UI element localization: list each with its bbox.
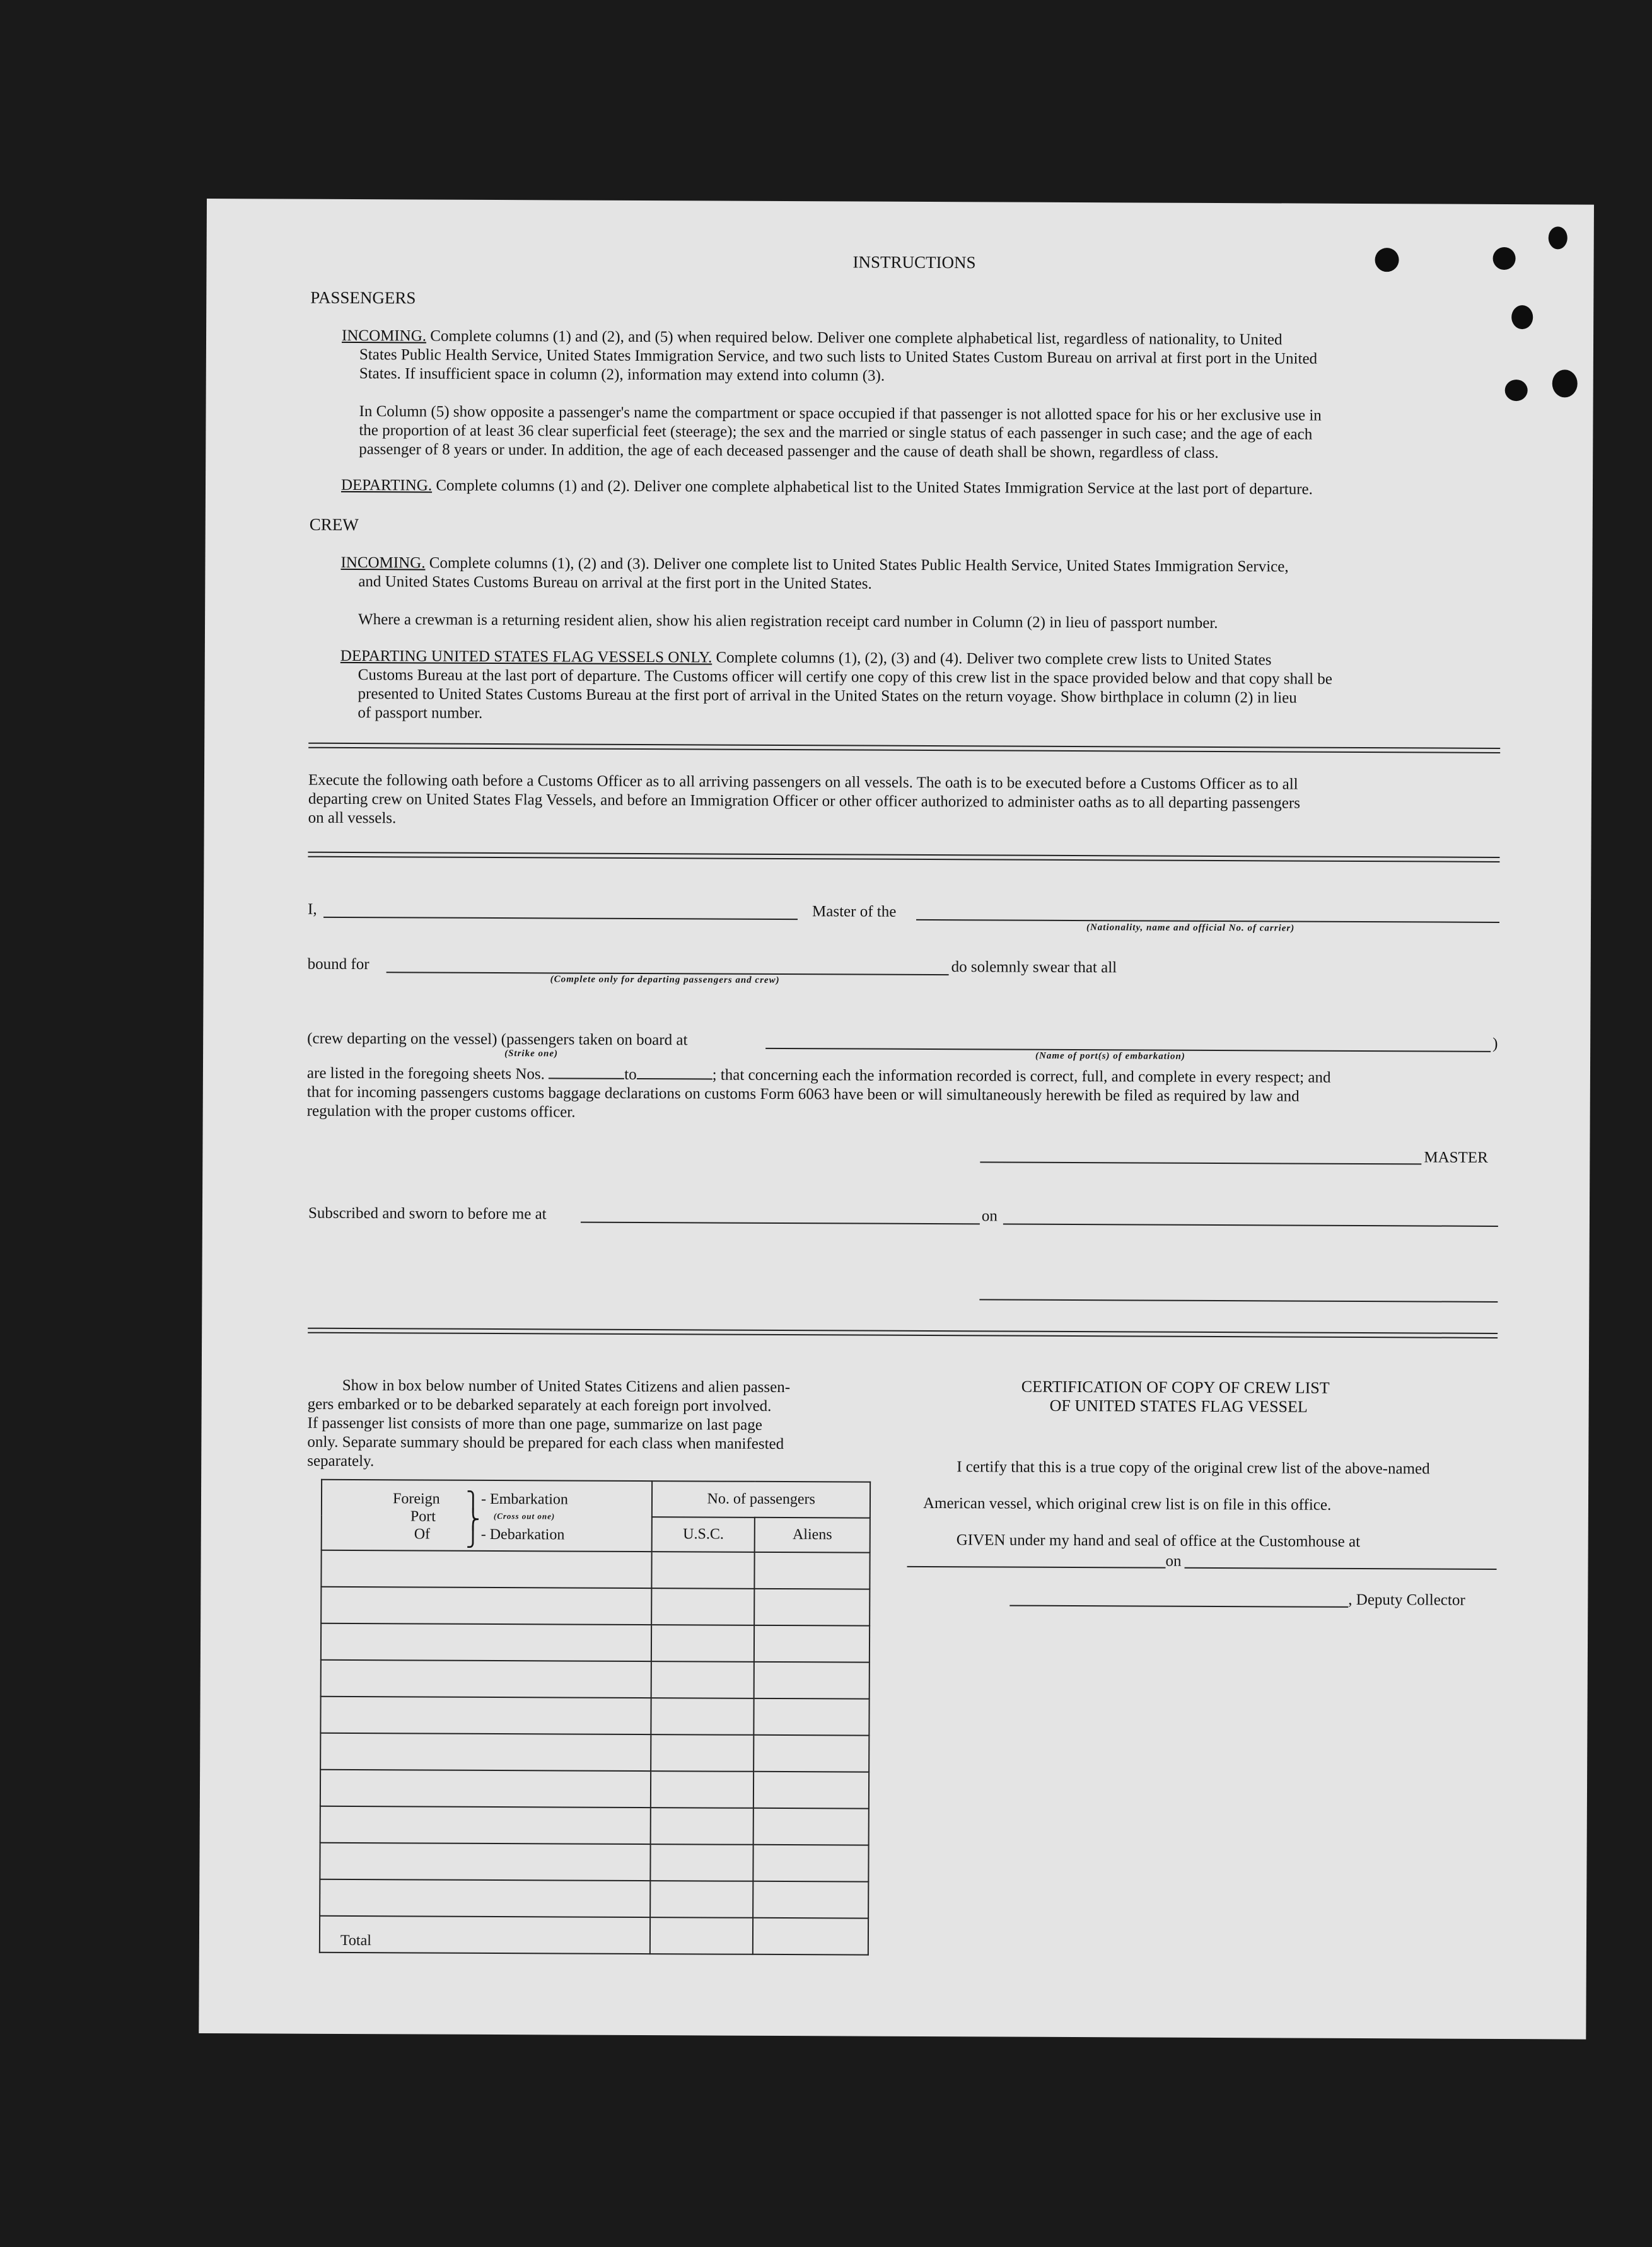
- column5-line-3: passenger of 8 years or under. In addition, the age of each deceased passenger and the cause of death shall be shown, regardless of class.: [359, 441, 1219, 462]
- summary-row: [321, 1587, 870, 1626]
- embarkation-label: - Embarkation: [480, 1490, 569, 1508]
- port-cell[interactable]: [320, 1770, 651, 1808]
- passengers-incoming-label: INCOMING.: [341, 327, 427, 345]
- close-paren: ): [1492, 1035, 1498, 1052]
- certification-text-2: American vessel, which original crew list is on file in this office.: [922, 1494, 1332, 1514]
- usc-cell[interactable]: [651, 1734, 754, 1772]
- master-signature-field[interactable]: [980, 1161, 1421, 1164]
- total-aliens-cell[interactable]: [753, 1918, 868, 1955]
- subscribed-date-field[interactable]: [1003, 1224, 1498, 1227]
- port-note: (Name of port(s) of embarkation): [1035, 1050, 1185, 1062]
- sheet-from-field[interactable]: [549, 1065, 624, 1079]
- summary-row: [321, 1660, 870, 1699]
- summary-row: [321, 1550, 870, 1589]
- crew-departing-text: Complete columns (1), (2), (3) and (4). Deliver two complete crew lists to United States: [716, 649, 1272, 669]
- port-cell[interactable]: [321, 1587, 652, 1625]
- no-passengers-header: No. of passengers: [652, 1481, 870, 1518]
- listed-line-3: regulation with the proper customs officer.: [306, 1102, 576, 1121]
- punch-hole: [1505, 380, 1528, 401]
- oath-intro-line-3: on all vessels.: [308, 809, 397, 827]
- aliens-cell[interactable]: [753, 1772, 869, 1809]
- port-header-cell: [322, 1480, 653, 1552]
- crew-incoming-line-2: and United States Customs Bureau on arrival at the first port in the United States.: [358, 573, 872, 593]
- master-name-field[interactable]: [323, 917, 798, 920]
- summary-row: [320, 1843, 868, 1882]
- summary-text-4: only. Separate summary should be prepared for each class when manifested: [307, 1433, 784, 1453]
- passengers-incoming-line-3: States. If insufficient space in column (2), information may extend into column (3).: [359, 365, 885, 385]
- divider: [308, 852, 1499, 862]
- aliens-header: Aliens: [755, 1518, 870, 1553]
- punch-hole: [1375, 248, 1399, 272]
- of-label: Of: [414, 1526, 431, 1543]
- port-cell[interactable]: [320, 1697, 651, 1734]
- usc-cell[interactable]: [651, 1625, 754, 1662]
- oath-intro-line-2: departing crew on United States Flag Vessels, and before an Immigration Officer or other officer authorized to administer oaths as to all departing passengers: [308, 790, 1301, 812]
- summary-text-2: gers embarked or to be debarked separately at each foreign port involved.: [307, 1395, 772, 1415]
- aliens-cell[interactable]: [754, 1698, 870, 1736]
- oath-intro-line-1: Execute the following oath before a Customs Officer as to all arriving passengers on all vessels. The oath is to be executed before a Customs Officer as to all: [308, 771, 1298, 793]
- foreign-label: Foreign: [392, 1490, 440, 1507]
- oath-i-label: I,: [308, 900, 317, 918]
- usc-cell[interactable]: [652, 1552, 755, 1589]
- punch-hole: [1552, 369, 1578, 397]
- total-row-label: [320, 1916, 651, 1954]
- summary-row: [320, 1806, 869, 1845]
- subscribed-label: Subscribed and sworn to before me at: [308, 1204, 547, 1223]
- port-label: Port: [410, 1508, 436, 1525]
- aliens-cell[interactable]: [753, 1845, 869, 1882]
- usc-cell[interactable]: [651, 1881, 753, 1918]
- passengers-departing-text: Complete columns (1) and (2). Deliver one complete alphabetical list to the United States Immigration Service at the last port of departure.: [436, 477, 1313, 498]
- port-cell[interactable]: [321, 1660, 652, 1698]
- deputy-collector-field[interactable]: [1009, 1605, 1348, 1608]
- crew-heading: CREW: [309, 514, 359, 535]
- summary-row: [320, 1697, 869, 1736]
- passengers-incoming-line-2: States Public Health Service, United States Immigration Service, and two such lists to United States Custom Bureau on arrival at first port in the United: [359, 346, 1318, 368]
- aliens-cell[interactable]: [754, 1589, 870, 1626]
- summary-row: [320, 1879, 868, 1919]
- aliens-cell[interactable]: [753, 1808, 869, 1845]
- aliens-cell[interactable]: [755, 1552, 870, 1589]
- crew-departing-line-2: Customs Bureau at the last port of departure. The Customs officer will certify one copy of this crew list in the space provided below and that copy shall be: [358, 666, 1332, 688]
- certification-given: [957, 1530, 1360, 1552]
- listed-line-2: that for incoming passengers customs baggage declarations on customs Form 6063 have been or will simultaneously herewith be filed as required by law and: [306, 1083, 1300, 1105]
- form-page: [199, 199, 1594, 2040]
- master-label: MASTER: [1424, 1149, 1488, 1166]
- aliens-cell[interactable]: [753, 1881, 868, 1919]
- summary-row: [321, 1623, 870, 1663]
- brace-icon: ⎫ ⎬ ⎭: [465, 1491, 480, 1548]
- aliens-cell[interactable]: [753, 1735, 869, 1772]
- port-cell[interactable]: [320, 1806, 651, 1844]
- aliens-cell[interactable]: [754, 1662, 870, 1699]
- customhouse-field[interactable]: [907, 1566, 1166, 1569]
- summary-row: [320, 1733, 869, 1772]
- summary-row: [320, 1770, 869, 1809]
- listed-to: to: [624, 1065, 637, 1083]
- debarkation-label: - Debarkation: [480, 1526, 565, 1543]
- usc-cell[interactable]: [651, 1808, 753, 1845]
- certification-text-1: I certify that this is a true copy of the original crew list of the above-named: [957, 1458, 1430, 1478]
- total-usc-cell[interactable]: [650, 1917, 753, 1954]
- crew-incoming-text: Complete columns (1), (2) and (3). Deliver one complete list to United States Public Health Service, United States Immigration Service,: [429, 554, 1289, 576]
- usc-header: U.S.C.: [652, 1517, 755, 1552]
- certification-title-1: CERTIFICATION OF COPY OF CREW LIST: [1021, 1377, 1330, 1397]
- master-of-label: Master of the: [812, 903, 897, 920]
- page-title: INSTRUCTIONS: [852, 252, 976, 272]
- usc-cell[interactable]: [651, 1698, 754, 1735]
- strike-one-note: (Strike one): [504, 1048, 559, 1059]
- crew-passengers-text: (crew departing on the vessel) (passengers taken on board at: [307, 1030, 688, 1049]
- listed-text-a: are listed in the foregoing sheets Nos.: [306, 1064, 545, 1083]
- column5-line-2: the proportion of at least 36 clear superficial feet (steerage); the sex and the married or single status of each passenger in such case; and the age of each: [359, 422, 1313, 443]
- certification-given-text: GIVEN under my hand and seal of office at the Customhouse at: [956, 1531, 1361, 1551]
- officer-signature-field[interactable]: [979, 1299, 1498, 1303]
- passengers-heading: PASSENGERS: [310, 287, 416, 308]
- subscribed-on-label: on: [981, 1207, 998, 1225]
- deputy-collector-label: , Deputy Collector: [1348, 1591, 1465, 1609]
- certification-on: on: [1165, 1552, 1182, 1570]
- crew-departing-label: DEPARTING UNITED STATES FLAG VESSELS ONLY.: [340, 647, 713, 666]
- usc-cell[interactable]: [652, 1588, 755, 1625]
- punch-hole: [1493, 247, 1516, 270]
- crew-incoming-label: INCOMING.: [340, 554, 426, 572]
- certification-title-2: OF UNITED STATES FLAG VESSEL: [1049, 1396, 1308, 1416]
- crew-departing-line-4: of passport number.: [358, 704, 483, 722]
- summary-text-5: separately.: [307, 1452, 375, 1470]
- passenger-summary-table: [319, 1479, 871, 1956]
- summary-text-3: If passenger list consists of more than one page, summarize on last page: [307, 1414, 762, 1434]
- crew-departing-line-3: presented to United States Customs Bureau at the first port of arrival in the United States on the return voyage. Show birthplace in column (2) in lieu: [358, 685, 1297, 707]
- passengers-departing-label: DEPARTING.: [340, 476, 433, 494]
- cross-out-note: (Cross out one): [493, 1511, 556, 1521]
- bound-for-label: bound for: [307, 955, 369, 973]
- punch-hole: [1511, 305, 1533, 329]
- port-cell[interactable]: [320, 1843, 651, 1881]
- certification-date-field[interactable]: [1185, 1567, 1497, 1570]
- total-label: Total: [340, 1932, 371, 1949]
- port-cell[interactable]: [321, 1550, 652, 1588]
- usc-cell[interactable]: [651, 1771, 753, 1808]
- listed-text-b: ; that concerning each the information recorded is correct, full, and complete in every respect; and: [712, 1066, 1331, 1086]
- usc-cell[interactable]: [651, 1844, 753, 1881]
- aliens-cell[interactable]: [754, 1625, 870, 1663]
- swear-text: do solemnly swear that all: [951, 958, 1117, 977]
- punch-hole: [1549, 226, 1568, 249]
- sheet-to-field[interactable]: [637, 1065, 713, 1080]
- complete-only-note: (Complete only for departing passengers and crew): [550, 974, 780, 985]
- usc-cell[interactable]: [651, 1661, 754, 1698]
- port-cell[interactable]: [320, 1733, 651, 1771]
- crew-alien-text: Where a crewman is a returning resident alien, show his alien registration receipt card number in Column (2) in lieu of passport number.: [358, 611, 1218, 632]
- divider: [308, 743, 1500, 753]
- port-cell[interactable]: [321, 1623, 652, 1661]
- passengers-incoming-text: Complete columns (1) and (2), and (5) when required below. Deliver one complete alphabetical list, regardless of nationality, to United: [430, 327, 1283, 349]
- nationality-note: (Nationality, name and official No. of carrier): [1086, 922, 1295, 934]
- passengers-departing-line: [341, 475, 1313, 500]
- port-cell[interactable]: [320, 1879, 651, 1917]
- divider: [308, 1328, 1498, 1338]
- column5-line-1: In Column (5) show opposite a passenger's name the compartment or space occupied if that passenger is not allotted space for his or her exclusive use in: [359, 403, 1322, 424]
- summary-text-1: Show in box below number of United States Citizens and alien passen-: [342, 1376, 791, 1396]
- subscribed-place-field[interactable]: [581, 1222, 980, 1225]
